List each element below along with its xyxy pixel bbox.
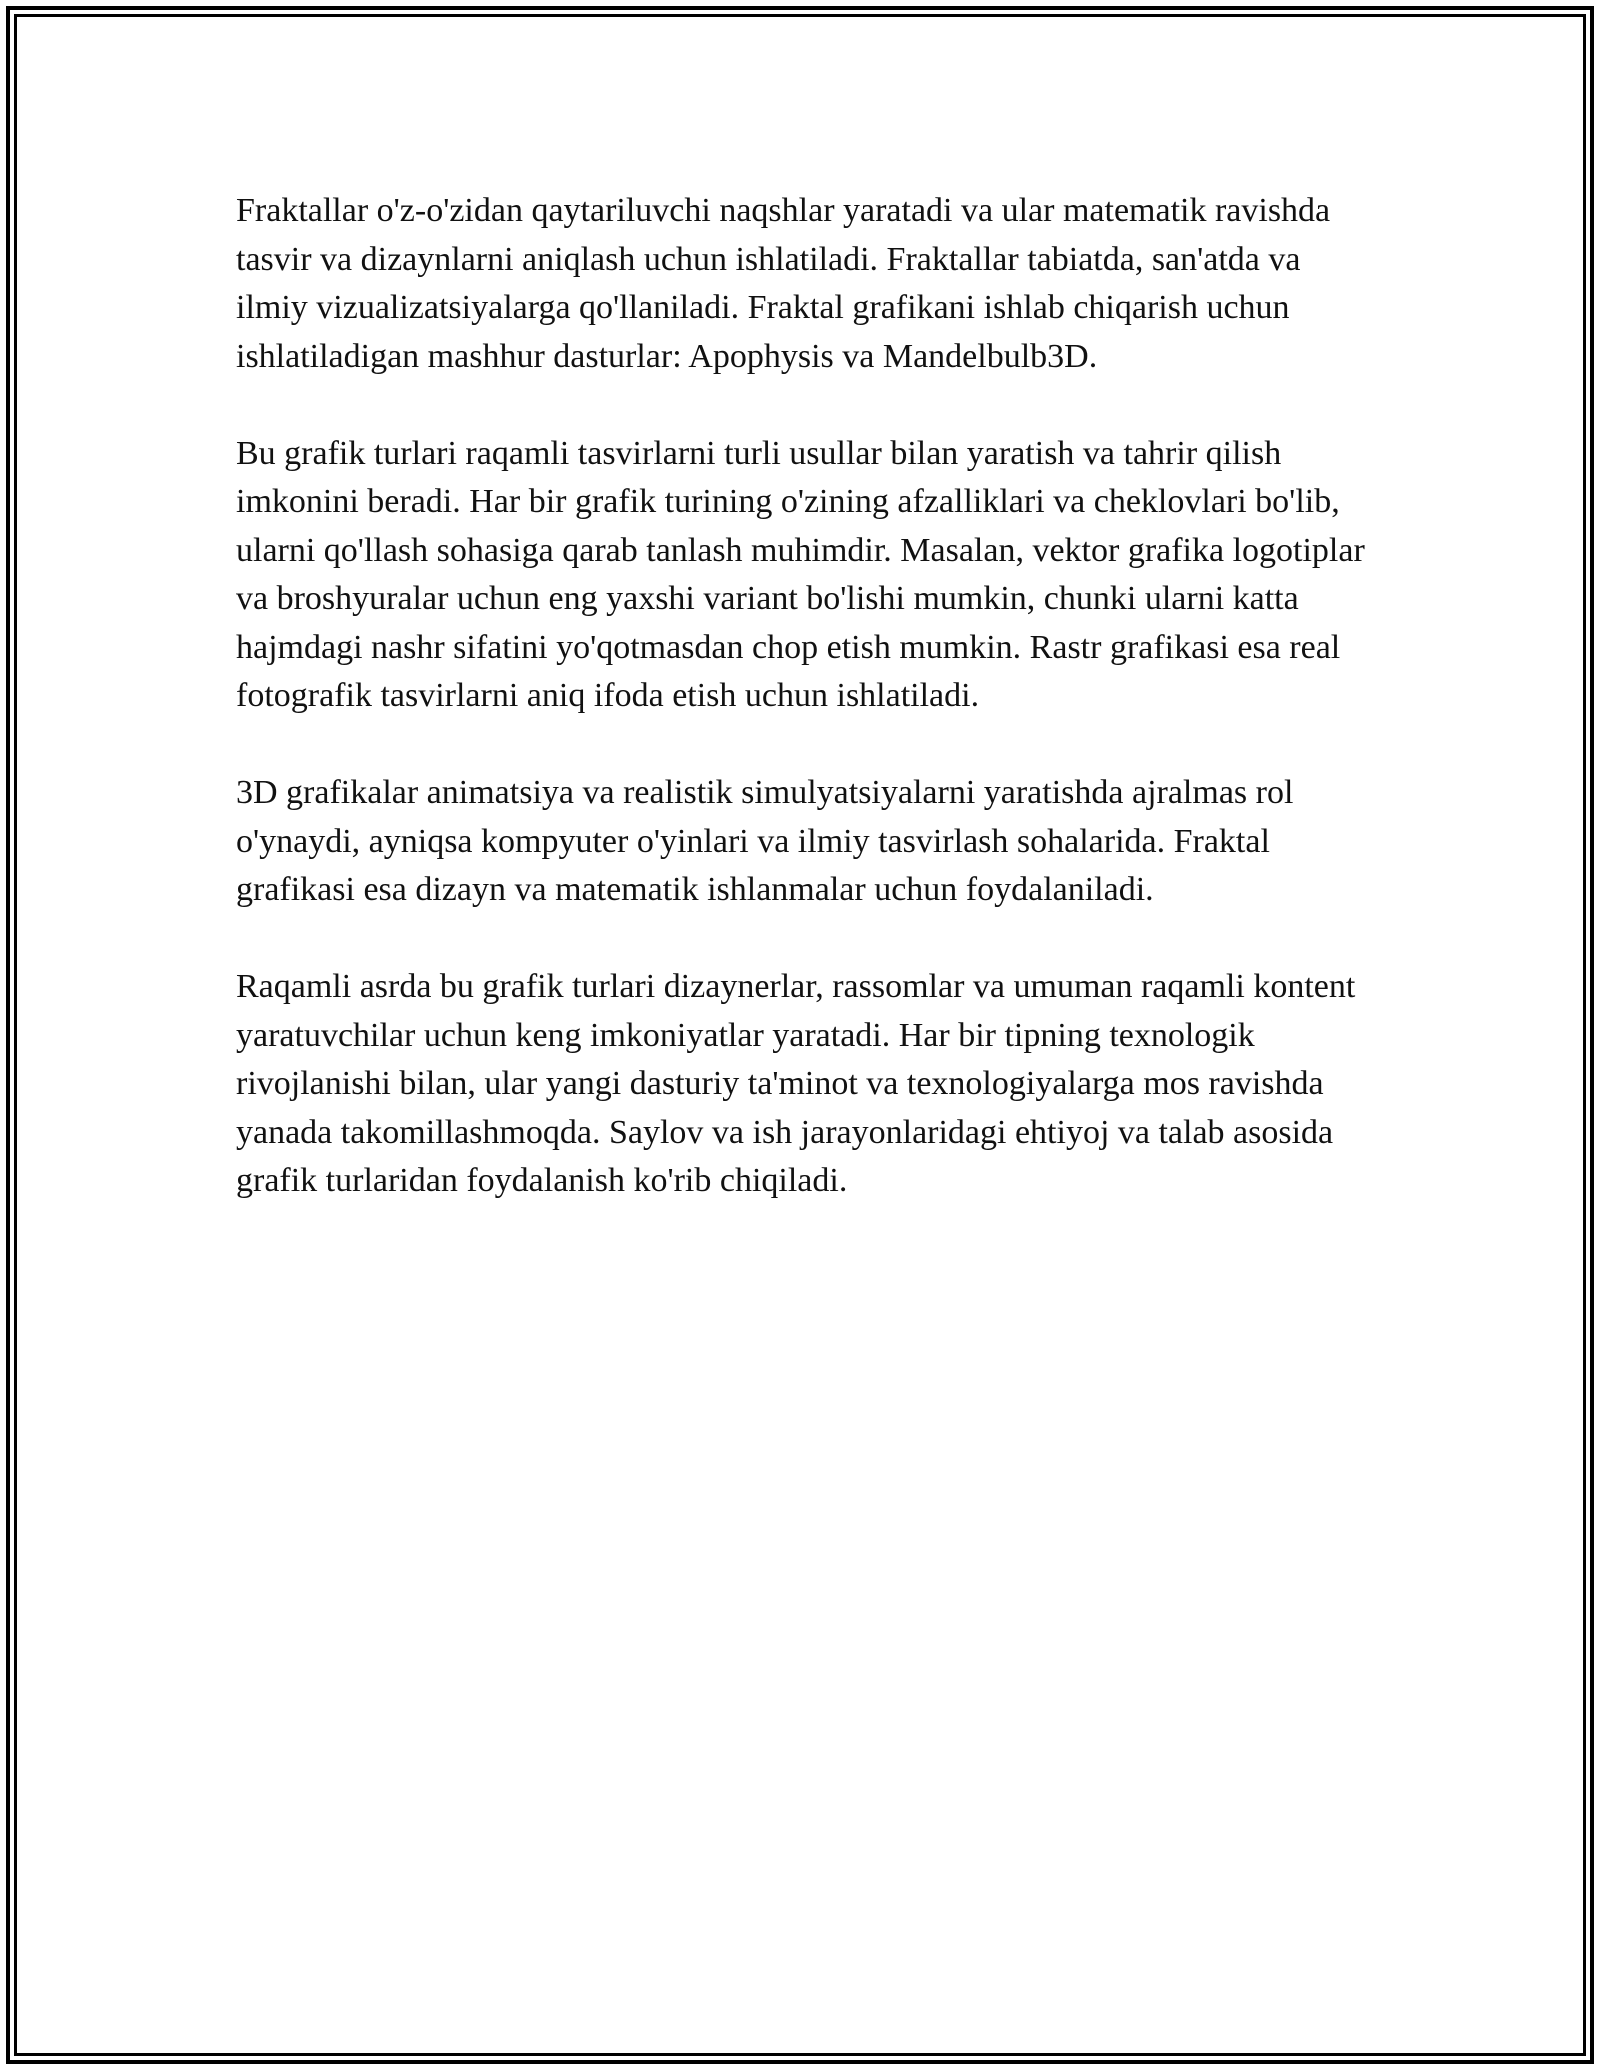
paragraph-fractals: Fraktallar o'z-o'zidan qaytariluvchi naqshlar yaratadi va ular matematik ravishda tasvir va dizaynlarni aniqlash uchun ishlatiladi. Fraktallar tabiatda, san'atda va ilmiy vizualizatsiyalarga qo'llaniladi. Fraktal grafikani ishlab chiqarish uchun ishlatiladigan mashhur dasturlar: Apophysis va Mandelbulb3D. xyxy=(236,192,1331,375)
paragraph-3d-graphics: 3D grafikalar animatsiya va realistik simulyatsiyalarni yaratishda ajralmas rol o'ynaydi, ayniqsa kompyuter o'yinlari va ilmiy tasvirlash sohalarida. Fraktal grafikasi esa dizayn va matematik ishlanmalar uchun foydalaniladi. xyxy=(236,774,1294,908)
paragraph-digital-age: Raqamli asrda bu grafik turlari dizaynerlar, rassomlar va umuman raqamli kontent yaratuvchilar uchun keng imkoniyatlar yaratadi. Har bir tipning texnologik rivojlanishi bilan, ular yangi dasturiy ta'minot va texnologiyalarga mos ravishda yanada takomillashmoqda. Saylov va ish jarayonlaridagi ehtiyoj va talab asosida grafik turlaridan foydalanish ko'rib chiqiladi. xyxy=(236,968,1356,1199)
document-body xyxy=(236,187,1376,1254)
paragraph-graphic-types: Bu grafik turlari raqamli tasvirlarni turli usullar bilan yaratish va tahrir qilish imkonini beradi. Har bir grafik turining o'zining afzalliklari va cheklovlari bo'lib, ularni qo'llash sohasiga qarab tanlash muhimdir. Masalan, vektor grafika logotiplar va broshyuralar uchun eng yaxshi variant bo'lishi mumkin, chunki ularni katta hajmdagi nashr sifatini yo'qotmasdan chop etish mumkin. Rastr grafikasi esa real fotografik tasvirlarni aniq ifoda etish uchun ishlatiladi. xyxy=(236,434,1365,714)
